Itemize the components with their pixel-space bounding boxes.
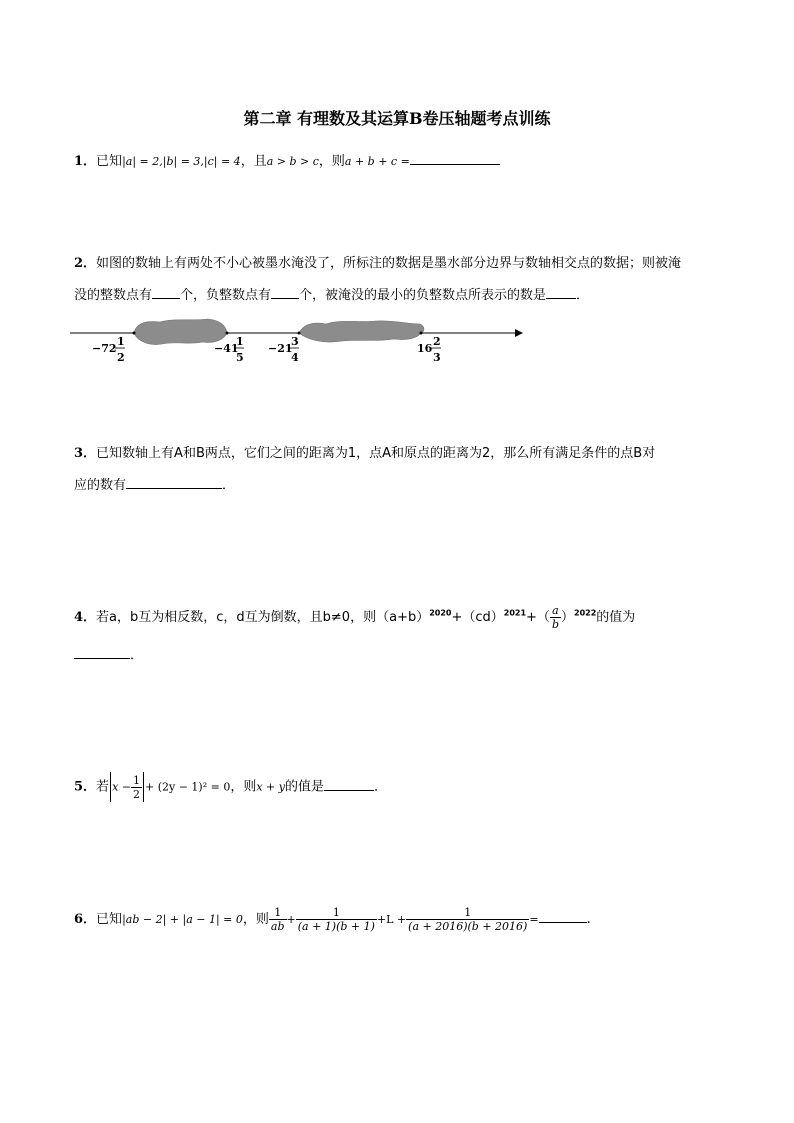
question-number: 6．	[74, 912, 97, 927]
fraction-numerator: a	[552, 604, 559, 617]
q5-x-plus-y: x + y	[256, 780, 285, 794]
exponent: 2022	[574, 608, 597, 618]
question-number: 5．	[74, 779, 97, 795]
q4-text-end: ．	[130, 648, 144, 663]
q1-expression: a + b + c =	[344, 155, 410, 168]
exponent: 2021	[503, 608, 527, 618]
q2-text: 如图的数轴上有两处不小心被墨水淹没了，所标注的数据是墨水部分边界与数轴相交点的数据；则被淹	[96, 256, 682, 271]
fraction-denominator: 2	[132, 787, 140, 801]
number-label	[92, 335, 125, 364]
label-denominator: 3	[433, 351, 441, 364]
ink-blot-left	[134, 319, 227, 345]
question-number: 4．	[74, 610, 97, 625]
fraction-denominator: ab	[270, 920, 285, 933]
fraction-last-term	[406, 906, 529, 933]
q3-text: 已知数轴上有A和B两点，它们之间的距离为1，点A和原点的距离为2，那么所有满足条件的点B对	[96, 446, 656, 461]
answer-blank[interactable]	[410, 152, 500, 165]
fraction-numerator: 1	[332, 906, 340, 919]
q5-text-1: 若	[96, 779, 110, 795]
q6-text-end: .	[586, 912, 591, 927]
q1-text-2: ，且	[240, 154, 267, 169]
label-whole: −41	[214, 342, 239, 355]
arrow-head-icon	[515, 329, 523, 337]
absolute-value-bar	[143, 772, 144, 802]
q1-text: 已知	[96, 154, 123, 169]
q2-text-d: ．	[576, 288, 590, 303]
answer-blank[interactable]	[126, 476, 222, 489]
exponent: 2020	[429, 608, 452, 618]
point-marker	[420, 332, 423, 335]
question-2-line-2	[74, 284, 589, 303]
q5-x-minus: x −	[112, 780, 131, 794]
question-5	[74, 772, 387, 802]
q6-condition: |ab − 2| + |a − 1| = 0	[122, 913, 243, 926]
q4-text-5: 的值为	[596, 610, 636, 625]
fraction-numerator: 1	[464, 906, 472, 919]
q3-text-b: ．	[222, 478, 236, 493]
answer-blank[interactable]	[152, 286, 180, 299]
label-denominator: 5	[236, 351, 244, 364]
q1-order: a > b > c	[266, 155, 319, 168]
question-4-line-1	[74, 604, 635, 631]
q3-text-a: 应的数有	[74, 478, 127, 493]
ellipsis-term: +L +	[376, 913, 407, 926]
answer-blank[interactable]	[539, 910, 587, 923]
q5-square-term: + (2y − 1)² = 0	[144, 780, 231, 794]
q1-text-3: ，则	[318, 154, 345, 169]
q5-text-4: 的值是	[284, 779, 324, 795]
fraction-denominator: (a + 2016)(b + 2016)	[408, 920, 528, 933]
fraction-1-over-ab	[269, 906, 287, 933]
q6-text-1: 已知	[96, 912, 123, 927]
answer-blank[interactable]	[271, 286, 299, 299]
fraction-numerator: 1	[132, 773, 140, 787]
label-whole: 16	[417, 342, 433, 355]
q4-text-3: +（	[526, 610, 550, 625]
question-4-line-2	[74, 644, 143, 663]
answer-blank[interactable]	[74, 646, 130, 659]
answer-blank[interactable]	[546, 286, 576, 299]
plus-sign: +	[286, 913, 296, 926]
q1-condition: |a| = 2,|b| = 3,|c| = 4	[122, 155, 241, 168]
label-whole: −72	[92, 342, 117, 355]
q2-text-a: 没的整数点有	[74, 288, 153, 303]
question-2-line-1	[74, 252, 681, 271]
q5-text-5: ．	[374, 779, 388, 795]
q4-text-1: 若a，b互为相反数，c，d互为倒数，且b≠0，则（a+b）	[96, 610, 430, 625]
q4-text-2: +（cd）	[451, 610, 504, 625]
equals-sign: =	[529, 913, 539, 926]
fraction-denominator: (a + 1)(b + 1)	[297, 920, 375, 933]
fraction-denominator: b	[551, 618, 559, 631]
label-numerator: 1	[117, 335, 125, 348]
label-numerator: 3	[291, 335, 299, 348]
point-marker	[226, 332, 229, 335]
point-marker	[133, 332, 136, 335]
question-3-line-1	[74, 442, 655, 461]
question-3-line-2	[74, 474, 235, 493]
number-line-figure	[70, 312, 530, 374]
absolute-value-bar	[110, 772, 111, 802]
q2-text-b: 个，负整数点有	[180, 288, 272, 303]
question-number: 2．	[74, 256, 97, 271]
number-label	[417, 335, 441, 364]
number-label	[268, 335, 299, 364]
question-1	[74, 150, 500, 169]
q6-text-2: ，则	[242, 912, 269, 927]
label-denominator: 2	[117, 351, 125, 364]
page-title: 第二章 有理数及其运算B卷压轴题考点训练	[243, 109, 551, 128]
label-numerator: 1	[236, 335, 244, 348]
question-6	[74, 906, 591, 933]
label-numerator: 2	[433, 335, 441, 348]
question-number: 3．	[74, 446, 97, 461]
q5-text-3: ，则	[230, 779, 257, 795]
fraction-one-half	[131, 774, 142, 801]
fraction-second-term	[296, 906, 377, 933]
fraction-a-over-b	[550, 604, 561, 631]
q2-text-c: 个，被淹没的最小的负整数点所表示的数是	[299, 288, 547, 303]
ink-blot-right	[299, 321, 424, 342]
answer-blank[interactable]	[324, 778, 374, 791]
q4-text-4: ）	[560, 610, 574, 625]
fraction-numerator: 1	[274, 906, 282, 919]
question-number: 1．	[74, 154, 97, 169]
label-denominator: 4	[291, 351, 299, 364]
label-whole: −21	[268, 342, 293, 355]
